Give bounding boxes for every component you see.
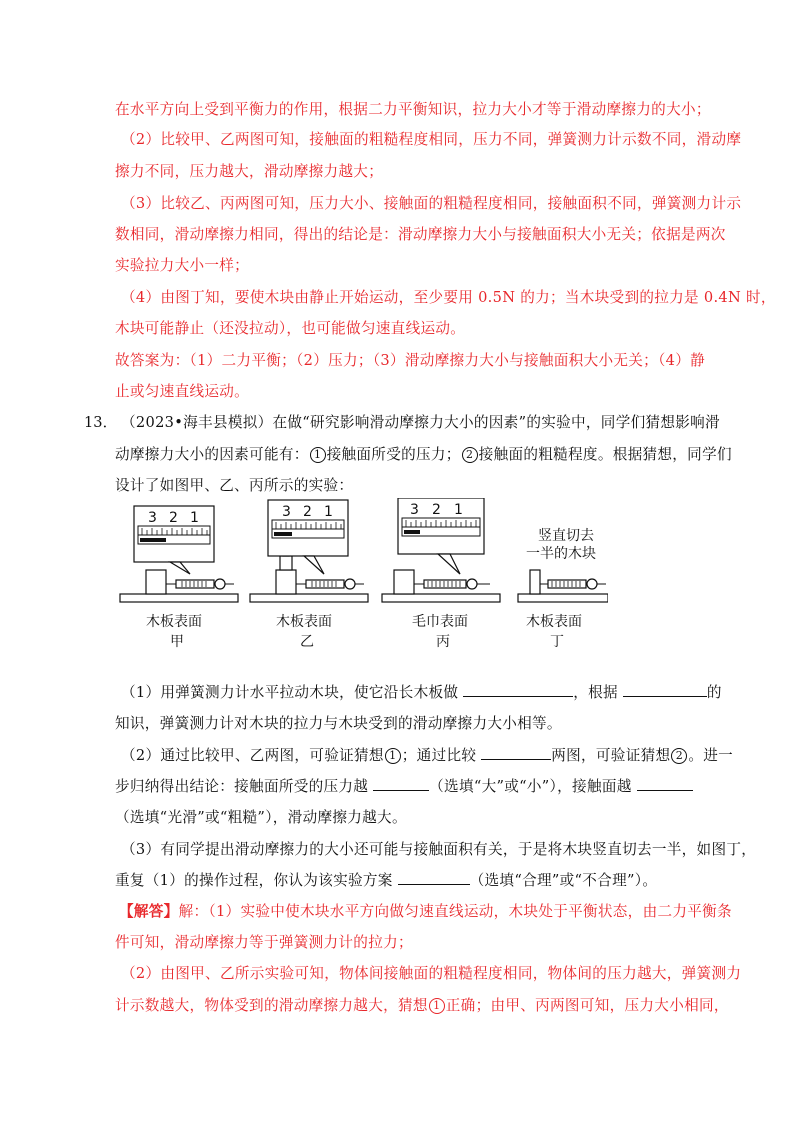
prev-solution-line: 止或匀速直线运动。 [115, 383, 250, 400]
panel-name: 丙 [436, 634, 450, 650]
solution-line: （2）由图甲、乙所示实验可知，物体间接触面的粗糙程度相同，物体间的压力越大，弹簧测力 [121, 965, 742, 982]
answer-blank[interactable] [481, 745, 551, 760]
scale-number: 2 [169, 510, 178, 526]
answer-blank[interactable] [463, 682, 573, 697]
question-text: 的 [706, 684, 722, 701]
surface-label: 木板表面 [526, 614, 582, 630]
question-text: 两图，可验证猜想 [551, 747, 671, 764]
question-line [115, 443, 732, 464]
scale-number: 1 [324, 504, 333, 520]
question-line [121, 744, 733, 765]
scale-number: 3 [148, 510, 157, 526]
solution-line [115, 994, 729, 1015]
panel-jia [120, 506, 238, 650]
panel-bing [382, 498, 500, 650]
question-line: 设计了如图甲、乙、丙所示的实验： [115, 477, 354, 494]
question-line: （选填“光滑”或“粗糙”），滑动摩擦力越大。 [115, 809, 407, 826]
question-text: 动摩擦力大小的因素可能有： [115, 446, 309, 463]
question-line [115, 869, 657, 890]
question-line [115, 775, 693, 796]
question-number: 13． [84, 414, 118, 431]
scale-number: 2 [303, 504, 312, 520]
panel-name: 丁 [550, 634, 564, 650]
question-text: ，根据 [573, 684, 618, 701]
question-text: ；通过比较 [401, 747, 477, 764]
circled-number: 1 [385, 748, 401, 764]
question-text: 步归纳得出结论：接触面所受的压力越 [115, 778, 369, 795]
panel-name: 甲 [170, 634, 184, 650]
scale-number: 1 [190, 510, 199, 526]
panel-yi [250, 500, 368, 650]
prev-solution-line: （4）由图丁知，要使木块由静止开始运动，至少要用 0.5N 的力；当木块受到的拉力是 0.4N 时， [121, 289, 776, 306]
scale-number: 2 [432, 502, 441, 518]
circled-number: 2 [462, 447, 478, 463]
scale-number: 1 [454, 502, 463, 518]
circled-number: 2 [671, 748, 687, 764]
prev-solution-line: 擦力不同，压力越大，滑动摩擦力越大； [115, 163, 384, 180]
question-line [121, 681, 722, 702]
question-text: 。进一 [688, 747, 734, 764]
question-text: 重复（1）的操作过程，你认为该实验方案 [115, 872, 393, 889]
solution-text: 解：（1）实验中使木块水平方向做匀速直线运动，木块处于平衡状态，由二力平衡条 [178, 903, 732, 920]
scale-number: 3 [282, 504, 291, 520]
question-line: 知识，弹簧测力计对木块的拉力与木块受到的滑动摩擦力大小相等。 [115, 715, 562, 732]
answer-blank[interactable] [623, 682, 707, 697]
solution-text: 正确；由甲、丙两图可知，压力大小相同， [445, 997, 729, 1014]
answer-blank[interactable] [637, 776, 693, 791]
prev-solution-line: （3）比较乙、丙两图可知，压力大小、接触面的粗糙程度相同，接触面积不同，弹簧测力计示 [121, 195, 742, 212]
question-text: （选填“合理”或“不合理”）。 [469, 872, 658, 889]
experiment-figure [118, 498, 608, 658]
surface-label: 木板表面 [276, 614, 332, 630]
ding-note: 一半的木块 [526, 546, 596, 562]
panel-name: 乙 [300, 634, 314, 650]
question-line: （3）有同学提出滑动摩擦力的大小还可能与接触面积有关，于是将木块竖直切去一半，如图丁， [121, 841, 757, 858]
prev-solution-line: 实验拉力大小一样； [115, 257, 250, 274]
prev-solution-line: （2）比较甲、乙两图可知，接触面的粗糙程度相同，压力不同，弹簧测力计示数不同，滑动摩 [121, 131, 742, 148]
circled-number: 1 [429, 998, 445, 1014]
circled-number: 1 [310, 447, 326, 463]
solution-line [119, 900, 732, 921]
prev-solution-line: 在水平方向上受到平衡力的作用，根据二力平衡知识，拉力大小才等于滑动摩擦力的大小； [115, 101, 711, 118]
answer-blank[interactable] [373, 776, 429, 791]
prev-solution-line: 木块可能静止（还没拉动），也可能做匀速直线运动。 [115, 320, 466, 337]
solution-text: 计示数越大，物体受到的滑动摩擦力越大，猜想 [115, 997, 428, 1014]
question-text: （2）通过比较甲、乙两图，可验证猜想 [121, 747, 384, 764]
surface-label: 木板表面 [146, 614, 202, 630]
answer-blank[interactable] [398, 870, 470, 885]
question-text: （选填“大”或“小”），接触面越 [429, 778, 632, 795]
prev-solution-line: 故答案为：（1）二力平衡；（2）压力；（3）滑动摩擦力大小与接触面积大小无关；（4）静 [115, 352, 705, 369]
question-text: 接触面的粗糙程度。根据猜想，同学们 [478, 446, 732, 463]
prev-solution-line: 数相同，滑动摩擦力相同，得出的结论是：滑动摩擦力大小与接触面积大小无关；依据是两次 [115, 226, 726, 243]
question-text: 接触面所受的压力； [326, 446, 461, 463]
panel-ding [518, 527, 608, 650]
solution-line: 件可知，滑动摩擦力等于弹簧测力计的拉力； [115, 934, 413, 951]
scale-number: 3 [410, 502, 419, 518]
question-text: （1）用弹簧测力计水平拉动木块，使它沿长木板做 [121, 684, 459, 701]
solution-tag: 【解答】 [119, 903, 179, 920]
ding-note: 竖直切去 [538, 528, 594, 544]
surface-label: 毛巾表面 [412, 614, 468, 630]
question-line: （2023•海丰县模拟）在做“研究影响滑动摩擦力大小的因素”的实验中，同学们猜想影响滑 [121, 414, 720, 431]
